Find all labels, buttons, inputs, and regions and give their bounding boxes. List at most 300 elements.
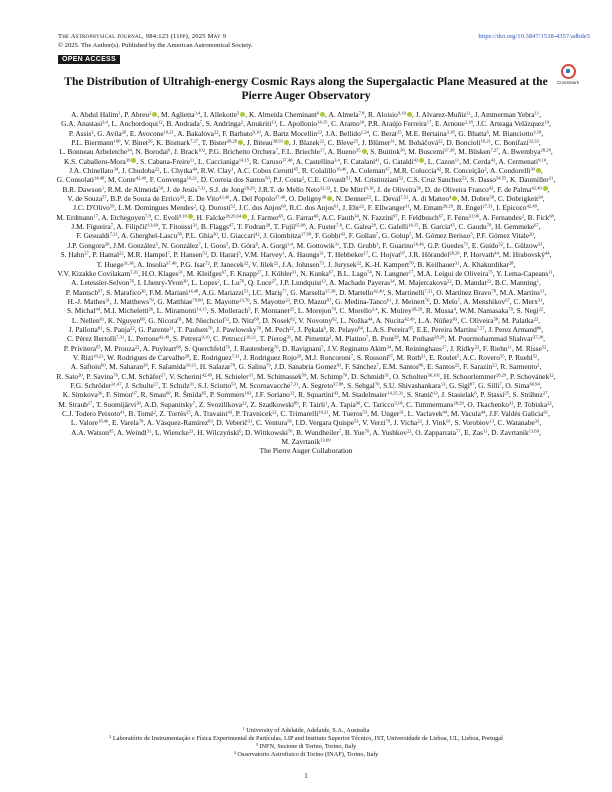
- author-name-text: U. Giaccari: [221, 231, 256, 241]
- affiliation-marker: 22: [213, 129, 219, 135]
- author-name-text: M. Erdmann: [56, 212, 94, 222]
- author-name: [243, 353, 301, 362]
- author-name-text: C. Trimarelli: [280, 409, 319, 418]
- author-name-text: M.A. Leigui de Oliveira: [417, 268, 489, 278]
- author-name: [395, 297, 429, 306]
- affiliation-marker: 2: [91, 129, 94, 135]
- orcid-icon[interactable]: [238, 140, 243, 145]
- author-name-text: M. Conte: [107, 175, 136, 185]
- affiliation-marker: 65,98: [295, 222, 306, 228]
- author-name: [255, 390, 294, 399]
- affiliation-marker: 87: [388, 353, 393, 359]
- author-name: [108, 185, 163, 194]
- author-name-text: A. Abdul Halim: [71, 110, 119, 119]
- affiliation-marker: 22: [154, 166, 160, 172]
- affiliation-marker: 25: [396, 129, 402, 135]
- author-name-text: M. Unger: [370, 409, 400, 418]
- author-name-text: S. Michal: [66, 306, 96, 316]
- author-name-text: E.E. Pereira Martins: [416, 324, 477, 334]
- orcid-icon[interactable]: [419, 158, 424, 163]
- author-name: [345, 362, 379, 371]
- affiliation-marker: 5: [248, 306, 251, 312]
- author-name: [71, 362, 106, 371]
- author-name: [344, 157, 380, 166]
- collaboration-name: The Pierre Auger Collaboration: [259, 446, 353, 456]
- affiliation-marker: 7: [198, 241, 201, 247]
- author-name: [296, 428, 341, 437]
- affiliation-marker: 2: [301, 175, 305, 181]
- author-name: [67, 334, 124, 343]
- affiliation-marker: 4: [453, 306, 456, 312]
- affiliation-marker: 7: [376, 362, 379, 368]
- affiliation-marker: 26: [148, 306, 154, 312]
- affiliation-marker: 41: [375, 157, 380, 163]
- affiliation-marker: 35: [355, 147, 361, 153]
- affiliation-marker: 17: [319, 147, 325, 153]
- author-name-text: A. Saftoiu: [70, 362, 101, 372]
- affiliation-marker: 31,96: [468, 213, 480, 219]
- author-name: [67, 194, 106, 203]
- affiliation-marker: 22: [359, 203, 365, 209]
- author-name-text: A.C. Fauth: [321, 212, 355, 222]
- orcid-icon[interactable]: [407, 112, 412, 117]
- affiliation-marker: 14,15: [238, 157, 250, 163]
- affiliation-marker: 26: [147, 138, 153, 144]
- author-name-text: A. Nucita: [375, 315, 405, 325]
- author-name: [67, 306, 100, 315]
- affiliation-marker: 66: [313, 213, 319, 219]
- author-name-text: B. Yue: [344, 427, 365, 437]
- affiliation-marker: 82: [332, 315, 337, 321]
- author-name-text: E. Santos: [426, 362, 455, 372]
- author-name: [93, 250, 124, 259]
- affiliation-marker: 9,10: [365, 185, 374, 191]
- author-name-text: L. Gülzow: [506, 240, 539, 250]
- author-name: [58, 400, 92, 409]
- author-name: [71, 278, 134, 287]
- affiliation-marker: 11: [466, 110, 471, 116]
- author-name-text: B. Flaggs: [200, 222, 229, 232]
- author-name-text: S. Petrera: [172, 334, 202, 344]
- author-name-text: M.I. Micheletti: [103, 306, 149, 316]
- author-name-text: L. Chytka: [163, 166, 193, 176]
- affiliation-marker: 59: [109, 203, 115, 209]
- author-name-text: A.D. Supanitsky: [144, 399, 193, 409]
- affiliation-number: 1: [242, 725, 245, 731]
- author-name: [156, 138, 198, 147]
- orcid-icon[interactable]: [327, 196, 332, 201]
- affiliation-marker: 37,88: [333, 381, 344, 387]
- author-name: [331, 400, 361, 409]
- affiliation-marker: 31: [319, 250, 324, 256]
- affiliation-marker: 17: [363, 250, 369, 256]
- orcid-icon[interactable]: [152, 112, 157, 117]
- affiliation-marker: 22: [119, 250, 124, 256]
- affiliation-marker: 67: [438, 213, 444, 219]
- author-name-text: J. Rodriguez Rojo: [243, 352, 297, 362]
- affiliation-marker: 22: [446, 278, 452, 284]
- affiliation-marker: 7,31: [231, 353, 240, 359]
- author-name-text: C. Bleve: [327, 138, 354, 148]
- author-name-text: O. Deligny: [288, 194, 322, 204]
- author-name: [201, 175, 270, 184]
- author-name: [528, 213, 554, 222]
- affiliation-marker: 22: [289, 325, 294, 331]
- author-name-text: S. Sehgal: [347, 380, 375, 390]
- author-name-text: M. Gómez Berisso: [415, 231, 471, 241]
- affiliation-marker: 14,48: [188, 287, 199, 293]
- author-name-text: L. Anchordoqui: [111, 119, 159, 129]
- author-name-text: J.A. Bellido: [325, 128, 361, 138]
- author-name-text: B. Tomé: [128, 409, 154, 418]
- orcid-icon[interactable]: [536, 168, 541, 173]
- author-name-text: B.L. Lago: [337, 268, 368, 278]
- author-name-text: J. Köhler: [265, 268, 292, 278]
- affiliation-text: INFN, Sezione di Torino, Torino, Italy: [257, 742, 357, 750]
- author-name-text: L. Nellen: [71, 315, 100, 325]
- author-name-text: J. Vink: [425, 418, 447, 428]
- author-name-text: K. Daumiller: [510, 175, 549, 185]
- affiliation-marker: 22: [272, 409, 277, 415]
- author-name: [113, 241, 158, 250]
- affiliation-marker: 52: [541, 344, 547, 349]
- author-name: [223, 278, 244, 287]
- affiliation-marker: 45: [293, 166, 299, 172]
- author-name: [245, 428, 292, 437]
- author-name: [280, 119, 328, 128]
- author-name-text: A. Travaini: [194, 409, 228, 418]
- affiliation-marker: 44: [494, 250, 499, 256]
- orcid-icon[interactable]: [543, 186, 548, 191]
- author-name-text: C. Dobrigkeit: [497, 194, 539, 204]
- affiliation-marker: 30: [321, 194, 327, 200]
- author-name-text: J.F. Soriano: [255, 390, 290, 400]
- affiliation-marker: 31: [178, 269, 183, 275]
- affiliation-marker: 27: [256, 269, 262, 275]
- author-name: [280, 278, 326, 287]
- affiliation-marker: 11: [189, 157, 195, 163]
- author-name-text: A. Insolia: [137, 259, 167, 269]
- affiliation-marker: 68: [254, 315, 259, 321]
- author-name: [173, 250, 207, 259]
- affiliation-marker: 52: [398, 175, 404, 181]
- author-name: [125, 381, 158, 390]
- author-name: [328, 147, 367, 156]
- affiliation-marker: 79: [266, 362, 271, 368]
- author-name-text: M. Reininghaus: [394, 343, 442, 353]
- author-name: [354, 175, 403, 184]
- author-name-text: N. Fazzini: [362, 212, 394, 222]
- affiliation-marker: 7: [275, 147, 278, 153]
- orcid-icon[interactable]: [320, 112, 325, 117]
- affiliation-marker: 22: [547, 400, 552, 406]
- author-name: [408, 147, 454, 156]
- author-name-text: R. Sato: [56, 371, 79, 381]
- author-name: [409, 250, 460, 259]
- author-name-text: O. Tkachenko: [467, 399, 509, 409]
- affiliation-marker: 70: [256, 325, 262, 331]
- author-name: [372, 129, 401, 138]
- affiliation-marker: 68: [176, 344, 181, 349]
- author-name-text: F. Ellwanger: [367, 203, 406, 213]
- affiliation-marker: 78: [230, 362, 235, 368]
- affiliation-marker: 79: [149, 297, 154, 303]
- affiliation-marker: 11: [548, 269, 553, 275]
- affiliation-marker: 1,24: [360, 129, 369, 135]
- affiliation-marker: 72: [205, 259, 210, 265]
- author-name: [337, 269, 372, 278]
- affiliation-marker: 37,40: [282, 157, 293, 163]
- author-name-text: M.J. Roncoroni: [304, 352, 351, 362]
- author-name: [96, 400, 141, 409]
- affiliation-marker: 13: [440, 381, 446, 387]
- author-name: [298, 306, 336, 315]
- affiliation-marker: 53: [243, 287, 249, 293]
- author-name-text: H. Falcke: [196, 212, 226, 222]
- author-name-text: R. Mussa: [425, 306, 454, 316]
- author-name: [114, 297, 154, 306]
- affiliation-marker: 34: [113, 166, 119, 172]
- author-name-text: Z. Torrès: [159, 409, 187, 418]
- affiliation-marker: 31: [247, 418, 253, 424]
- affiliation-marker: 36,101: [427, 372, 441, 378]
- affiliation-marker: 42: [413, 157, 419, 163]
- affiliation-line: [40, 743, 572, 751]
- affiliation-marker: 37,40: [166, 259, 177, 265]
- affiliation-marker: 22: [538, 306, 544, 312]
- author-name: [298, 316, 336, 325]
- author-name: [497, 185, 548, 194]
- author-name-text: S. Martinelli: [387, 287, 425, 297]
- author-name-text: M. Pimenta: [294, 334, 330, 344]
- author-name: [343, 241, 379, 250]
- author-name: [402, 334, 444, 343]
- author-name: [210, 390, 252, 399]
- author-name: [188, 194, 229, 203]
- affiliation-marker: 52: [532, 353, 538, 359]
- author-name: [463, 157, 495, 166]
- affiliation-marker: 42: [436, 166, 442, 172]
- author-name: [298, 325, 326, 334]
- author-name: [108, 316, 145, 325]
- affiliation-marker: 22: [549, 372, 554, 378]
- author-name-text: A. Bueno: [327, 147, 356, 157]
- author-name-text: J. de Oliveira: [377, 184, 417, 194]
- author-name: [261, 241, 293, 250]
- affiliation-marker: 22: [356, 259, 362, 265]
- author-name: [408, 409, 448, 418]
- author-name-text: D. Veberič: [216, 418, 248, 428]
- author-name-text: F. Salamida: [151, 362, 186, 372]
- author-name-text: D. Mandat: [455, 278, 487, 288]
- orcid-icon[interactable]: [362, 149, 367, 154]
- author-name: [397, 353, 426, 362]
- affiliation-marker: 55: [499, 353, 505, 359]
- doi-link[interactable]: https://doi.org/10.3847/1538-4357/adbde5: [478, 33, 590, 40]
- affiliation-marker: 37,38: [532, 334, 544, 340]
- author-name: [328, 138, 358, 147]
- affiliation-marker: 14,15: [196, 306, 207, 312]
- affiliation-marker: 52: [230, 203, 236, 209]
- affiliation-marker: 10,21: [93, 353, 104, 359]
- author-name: [330, 325, 363, 334]
- author-name-text: S. Negi: [516, 306, 539, 316]
- author-name: [387, 288, 432, 297]
- author-name: [101, 213, 150, 222]
- author-name-text: L.A. Núñez: [418, 315, 453, 325]
- author-name-text: N. González: [161, 240, 199, 250]
- affiliation-marker: 7,31: [116, 334, 125, 340]
- author-name-text: G.A. Anastasi: [61, 119, 103, 129]
- author-name-text: R. Šmída: [174, 390, 202, 400]
- affiliation-marker: 70: [364, 428, 370, 434]
- author-name-text: S. Vorobiov: [454, 418, 490, 428]
- affiliation-line: [40, 735, 572, 743]
- affiliation-marker: 70: [207, 325, 213, 331]
- affiliation-marker: 23: [285, 297, 290, 303]
- author-name-text: I. Epicoco: [496, 203, 527, 213]
- affiliation-marker: 31: [146, 428, 152, 434]
- author-name-text: S. Andringa: [205, 119, 241, 129]
- affiliation-marker: 22: [533, 315, 539, 321]
- author-name: [116, 222, 158, 231]
- affiliation-marker: 28: [265, 222, 271, 228]
- author-name-text: A. Letessier-Selvon: [71, 278, 130, 288]
- author-name-text: J. de Jesús: [166, 184, 198, 194]
- author-name: [302, 381, 344, 390]
- author-name-text: V.V. Kizakke Covilakam: [57, 268, 131, 278]
- author-name: [500, 288, 545, 297]
- affiliation-marker: 3,18: [446, 129, 455, 135]
- author-name-text: E. Zas: [464, 427, 484, 437]
- orcid-icon[interactable]: [452, 196, 457, 201]
- affiliation-marker: 67: [328, 269, 334, 275]
- orcid-icon[interactable]: [284, 140, 289, 145]
- affiliation-marker: 22: [474, 344, 480, 349]
- author-name-text: R.M. de Almeida: [107, 184, 159, 194]
- affiliation-marker: 7: [167, 250, 170, 256]
- author-name-text: M. Cristinziani: [354, 175, 399, 185]
- author-name: [138, 278, 188, 287]
- author-name: [428, 157, 459, 166]
- affiliation-marker: 56: [416, 185, 422, 191]
- author-name-text: T. Fodran: [237, 222, 266, 232]
- affiliation-marker: 11: [507, 344, 512, 349]
- author-name: [328, 260, 362, 269]
- affiliation-marker: 70: [374, 381, 380, 387]
- author-name-text: T. Hebbeker: [327, 250, 364, 260]
- author-name-text: H. Wilczyński: [197, 427, 240, 437]
- author-name: [300, 269, 333, 278]
- author-name: [137, 260, 176, 269]
- author-name-text: M. Pech: [264, 324, 290, 334]
- affiliation-marker: 7: [192, 400, 196, 406]
- author-name-text: C. Oliveira: [460, 315, 494, 325]
- author-name-text: K.S. Caballero-Mora: [64, 156, 126, 166]
- affiliation-marker: 2: [537, 362, 540, 368]
- author-name: [499, 157, 547, 166]
- affiliation-marker: 85: [408, 325, 414, 331]
- orcid-icon[interactable]: [131, 158, 136, 163]
- author-name-text: H. Salazar: [199, 362, 231, 372]
- author-name-text: C.J. Todero Peixoto: [62, 409, 121, 418]
- author-name: [289, 194, 332, 203]
- author-name-text: M.A. Martins: [499, 287, 540, 297]
- author-name: [517, 400, 552, 409]
- author-name-text: F.G. Schröder: [70, 380, 112, 390]
- author-name: [327, 250, 368, 259]
- author-name-text: P. Ruehl: [508, 352, 533, 362]
- author-name-text: O. Martínez Bravo: [436, 287, 492, 297]
- crossmark-button[interactable]: [548, 64, 588, 85]
- affiliation-marker: 2: [329, 334, 332, 340]
- author-name: [162, 222, 197, 231]
- author-name-text: V. Novotny: [298, 315, 333, 325]
- affiliation-marker: 16,46: [336, 166, 347, 172]
- author-name: [162, 381, 194, 390]
- affiliation-marker: 34: [390, 278, 395, 284]
- affiliation-marker: 3,18: [533, 129, 542, 135]
- affiliation-marker: 13,69: [528, 428, 539, 434]
- affiliation-marker: 22: [417, 418, 422, 424]
- affiliation-marker: 13: [433, 390, 438, 396]
- author-name: [382, 231, 412, 240]
- affiliation-marker: 25: [289, 306, 295, 312]
- affiliation-marker: 54,55: [495, 175, 507, 181]
- affiliation-marker: 7,8: [336, 222, 342, 228]
- orcid-icon[interactable]: [188, 214, 193, 219]
- affiliation-marker: 57: [102, 194, 107, 200]
- author-name-text: A. Fuster: [308, 222, 337, 232]
- affiliation-marker: 20: [529, 231, 534, 237]
- author-name-text: C. Berat: [372, 128, 397, 138]
- affiliation-marker: 12: [289, 390, 295, 396]
- author-name-text: M. Cerda: [462, 156, 491, 166]
- author-name: [366, 325, 413, 334]
- author-name-text: I.D. Vergara Quispe: [295, 418, 354, 428]
- author-name-text: J. Stasielak: [441, 390, 475, 400]
- author-name-text: R. Colalillo: [301, 166, 337, 176]
- orcid-icon[interactable]: [242, 214, 247, 219]
- affiliation-marker: 83: [336, 362, 342, 368]
- author-name: [204, 110, 245, 119]
- orcid-icon[interactable]: [240, 112, 245, 117]
- author-name: [72, 316, 104, 325]
- author-name-text: J. Brack: [174, 147, 199, 157]
- affiliation-marker: 5: [470, 231, 473, 237]
- author-name: [407, 390, 438, 399]
- affiliation-marker: 12: [158, 119, 163, 125]
- affiliation-marker: 90: [355, 400, 361, 406]
- author-name: [76, 231, 117, 240]
- author-name: [71, 428, 113, 437]
- author-name: [210, 306, 250, 315]
- author-name-text: F. de Palma: [497, 184, 532, 194]
- author-name: [446, 138, 491, 147]
- author-name-text: S. Buitink: [370, 147, 401, 157]
- author-name-text: V. de Souza: [67, 194, 103, 204]
- author-name-text: K.-H. Kampert: [364, 259, 410, 269]
- author-name: [257, 372, 306, 381]
- author-name-text: L. Wiencke: [154, 427, 189, 437]
- author-list: A. Abdul Halim$^1$, P. Abreu$^2$ , M. Aglietta$^{3,4}$, I. Allekotte$^5$ , K. Almeida Cheminant$^6$ , A. Almela$^{7,8}$, R. Aloisio$^{9,10}$ , J. Alvarez-Muñiz$^{11}$, J. Ammerman Yebra$^{11}$, G.A. Anastasi$^{3,4}$, L. Anchordoqui$^{12}$, B. Andrada$^7$, S. Andringa$^2$, Anukriti$^{13}$, L. Apollonio$^{14,15}$, C. Aramo$^{16}$, P.R. Araújo Ferreira$^{17}$, E. Arnone$^{3,18}$, J.C. Arteaga Velázquez$^{19}$, P. Assis$^2$, G. Avila$^{20}$, E. Avocone$^{10,21}$, A. Bakalova$^{22}$, F. Barbato$^{9,10}$, A. Bartz Mocellin$^{23}$, J.A. Bellido$^{1,24}$, C. Berat$^{25}$, M.E. Bertaina$^{3,18}$, G. Bhatta$^6$, M. Bianciotto$^{3,18}$, P.L. Biermann$^{100}$, V. Binet$^{26}$, K. Bismark$^{7,27}$, T. Bister$^{28,29}$ , J. Biteau$^{30,93}$ , J. Blazek$^{22}$, C. Bleve$^{25}$, J. Blümer$^{31}$, M. Boháčová$^{22}$, D. Boncioli$^{10,21}$, C. Bonifazi$^{32,33}$, L. Bonneau Arbeletche$^{34}$, N. Borodai$^6$, J. Brack$^{102}$, P.G. Brichetto Orchera$^7$, F.L. Briechle$^{17}$, A. Bueno$^{35}$ , S. Buitink$^{36}$, M. Buscemi$^{37,38}$, M. Büsken$^{7,27}$, A. Bwembya$^{28,29}$, K.S. Caballero-Mora$^{39}$ , S. Cabana-Freire$^{11}$, L. Caccianiga$^{14,15}$, R. Caruso$^{37,40}$, A. Castellina$^{3,4}$, F. Catalani$^{41}$, G. Cataldi$^{42}$ , L. Cazon$^{11}$, M. Cerda$^{43}$, A. Cermenati$^{9,10}$, J.A. Chinellato$^{34}$, J. Chudoba$^{22}$, L. Chytka$^{44}$, R.W. Clay$^1$, A.C. Cobos Cerutti$^{45}$, R. Colalillo$^{16,46}$, A. Coleman$^{47}$, M.R. Coluccia$^{42}$, R. Conceição$^2$, A. Condorelli$^{30}$ , G. Consolati$^{14,48}$, M. Conte$^{42,49}$, F. Convenga$^{10,21}$, D. Correia dos Santos$^{50}$, P.J. Costa$^2$, C.E. Covault$^{51}$, M. Cristinziani$^{52}$, C.S. Cruz Sanchez$^{53}$, S. Dasso$^{54,55}$, K. Daumiller$^{31}$, B.R. Dawson$^1$, R.M. de Almeida$^{50}$, J. de Jesús$^{7,31}$, S.J. de Jong$^{28,29}$, J.R.T. de Mello Neto$^{32,33}$, I. De Mitri$^{9,10}$, J. de Oliveira$^{56}$, D. de Oliveira Franco$^{42}$, F. de Palma$^{42,49}$ , V. de Souza$^{57}$, B.P. de Souza de Errico$^{33}$, E. De Vito$^{42,49}$, A. Del Popolo$^{37,40}$, O. Deligny$^{30}$ , N. Denner$^{22}$, L. Deval$^{7,31}$, A. di Matteo$^4$ , M. Dobre$^{58}$, C. Dobrigkeit$^{34}$, J.C. D'Olivo$^{59}$, L.M. Domingues Mendes$^2$, Q. Dorosti$^{52}$, J.C. dos Anjos$^{60}$, R.C. dos Anjos$^{61}$, J. Ebr$^{22}$, F. Ellwanger$^{31}$, M. Emam$^{28,29}$, R. Engel$^{27,31}$, I. Epicoco$^{42,49}$, M. Erdmann$^{17}$, A. Etchegoyen$^{7,8}$, C. Evoli$^{9,10}$ , H. Falcke$^{28,29,64}$ , J. Farmer$^{65}$, G. Farrar$^{66}$, A.C. Fauth$^{34}$, N. Fazzini$^{97}$, F. Feldbusch$^{67}$, F. Fenu$^{31,96}$, A. Fernandes$^2$, B. Fick$^{68}$, J.M. Figueira$^7$, A. Filipčič$^{13,69}$, T. Fitoussi$^{31}$, B. Flaggs$^{47}$, T. Fodran$^{28}$, T. Fujii$^{65,98}$, A. Fuster$^{7,8}$, C. Galea$^{28}$, C. Galelli$^{14,15}$, B. García$^{45}$, C. Gaudu$^{70}$, H. Gemmeke$^{67}$, F. Gesualdi$^{7,31}$, A. Gherghel-Lascu$^{58}$, P.L. Ghia$^{30}$, U. Giaccari$^{42}$, J. Glombitza$^{17,99}$, F. Gobbi$^{43}$, F. Gollan$^7$, G. Golup$^5$, M. Gómez Berisso$^5$, P.F. Gómez Vitale$^{20}$, J.P. Gongora$^{20}$, J.M. González$^5$, N. González$^7$, I. Goos$^5$, D. Góra$^6$, A. Gorgi$^{3,4}$, M. Gottowik$^{31}$, T.D. Grubb$^1$, F. Guarino$^{16,46}$, G.P. Guedes$^{71}$, E. Guido$^{52}$, L. Gülzow$^{31}$, S. Hahn$^{27}$, P. Hamal$^{22}$, M.R. Hampel$^7$, P. Hansen$^{53}$, D. Harari$^5$, V.M. Harvey$^1$, A. Haungs$^{31}$, T. Hebbeker$^{17}$, C. Hojvat$^{97}$, J.R. Hörandel$^{28,29}$, P. Horvath$^{44}$, M. Hrabovský$^{44}$, T. Huege$^{31,36}$, A. Insolia$^{37,40}$, P.G. Isar$^{72}$, P. Janecek$^{22}$, V. Jilek$^{22}$, J.A. Johnsen$^{73}$, J. Jurysek$^{22}$, K.-H. Kampert$^{70}$, B. Keilhauer$^{31}$, A. Khakurdikar$^{28}$, V.V. Kizakke Covilakam$^{7,31}$, H.O. Klages$^{31}$, M. Kleifges$^{67}$, F. Knapp$^{27}$, J. Köhler$^{31}$, N. Kunka$^{67}$, B.L. Lago$^{74}$, N. Langner$^{17}$, M.A. Leigui de Oliveira$^{75}$, Y. Lema-Capeans$^{11}$, A. Letessier-Selvon$^{76}$, I. Lhenry-Yvon$^{30}$, L. Lopes$^2$, L. Lu$^{76}$, Q. Luce$^{27}$, J.P. Lundquist$^{13}$, A. Machado Payeras$^{34}$, M. Majercakova$^{22}$, D. Mandat$^{22}$, B.C. Manning$^1$, P. Mantsch$^{97}$, S. Marafico$^{30}$, F.M. Mariani$^{14,48}$, A.G. Mariazzi$^{53}$, I.C. Mariş$^{77}$, G. Marsella$^{37,38}$, D. Martello$^{42,49}$, S. Martinelli$^{7,31}$, O. Martínez Bravo$^{78}$, M.A. Martins$^{11}$, H.-J. Mathes$^{31}$, J. Matthews$^{79}$, G. Matthiae$^{79,80}$, E. Mayotte$^{23,70}$, S. Mayotte$^{23}$, P.O. Mazur$^{97}$, G. Medina-Tanco$^{61}$, J. Meinert$^{70}$, D. Melo$^7$, A. Menshikov$^{67}$, C. Merx$^{31}$, S. Michal$^{44}$, M.I. Micheletti$^{26}$, L. Miramonti$^{14,15}$, S. Mollerach$^5$, F. Montanet$^{25}$, L. Morejon$^{70}$, C. Morello$^{3,4}$, K. Mulrey$^{28,29}$, R. Mussa$^4$, W.M. Namasaka$^{70}$, S. Negi$^{22}$, L. Nellen$^{61}$, K. Nguyen$^{68}$, G. Nicora$^{81}$, M. Niechciol$^{52}$, D. Nitz$^{68}$, D. Nosek$^{82}$, V. Novotny$^{82}$, L. Nožka$^{44}$, A. Nucita$^{42,49}$, L.A. Núñez$^{83}$, C. Oliveira$^{58}$, M. Palatka$^{22}$, J. Pallotta$^{81}$, S. Panja$^{22}$, G. Parente$^{11}$, T. Paulsen$^{70}$, J. Pawlowsky$^{70}$, M. Pech$^{22}$, J. Pękala$^6$, R. Pelayo$^{84}$, L.A.S. Pereira$^{85}$, E.E. Pereira Martins$^{7,27}$, J. Perez Armand$^{86}$, C. Pérez Bertolli$^{7,31}$, L. Perrone$^{42,49}$, S. Petrera$^{9,10}$, C. Petrucci$^{10,21}$, T. Pierog$^{31}$, M. Pimenta$^2$, M. Platino$^7$, B. Pont$^{28}$, M. Pothast$^{28,29}$, M. Pourmohammad Shahvar$^{37,38}$, P. Privitera$^{65}$, M. Prouza$^{22}$, A. Puyleart$^{68}$, S. Querchfeld$^{70}$, J. Rautenberg$^{70}$, D. Ravignani$^7$, J.V. Reginatto Akim$^{34}$, M. Reininghaus$^{27}$, J. Ridky$^{22}$, F. Riehn$^{11}$, M. Risse$^{52}$, V. Rizi$^{10,21}$, W. Rodrigues de Carvalho$^{28}$, E. Rodriguez$^{7,31}$, J. Rodriguez Rojo$^{20}$, M.J. Roncoroni$^7$, S. Rossoni$^{87}$, M. Roth$^{31}$, E. Roulet$^5$, A.C. Rovero$^{55}$, P. Ruehl$^{52}$, A. Saftoiu$^{60}$, M. Saharan$^{28}$, F. Salamida$^{10,21}$, H. Salazar$^{78}$, G. Salina$^{79}$, J.D. Sanabria Gomez$^{83}$, F. Sánchez$^7$, E.M. Santos$^{86}$, E. Santos$^{22}$, F. Sarazin$^{23}$, R. Sarmento$^2$, R. Sato$^{20}$, P. Savina$^{76}$, C.M. Schäfer$^{27}$, V. Scherini$^{42,49}$, H. Schieler$^{31}$, M. Schimassek$^{59}$, M. Schimp$^{70}$, D. Schmidt$^{31}$, O. Scholten$^{36,101}$, H. Schoorlemmer$^{28,29}$, P. Schovánek$^{22}$, F.G. Schröder$^{31,47}$, J. Schulte$^{17}$, T. Schulz$^{31}$, S.J. Sciutto$^{53}$, M. Scornavacche$^{7,31}$, A. Segreto$^{37,88}$, S. Sehgal$^{70}$, S.U. Shivashankara$^{13}$, G. Sigl$^{87}$, G. Silli$^7$, O. Sima$^{60,94}$, K. Simkova$^{36}$, F. Simon$^{67}$, R. Smau$^{60}$, R. Šmída$^{65}$, P. Sommers$^{103}$, J.F. Soriano$^{12}$, R. Squartini$^{43}$, M. Stadelmaier$^{14,15,31}$, S. Stanič$^{13}$, J. Stasielak$^6$, P. Stassi$^{25}$, S. Strähnz$^{27}$, M. Straub$^{17}$, T. Suomijärvi$^{30}$, A.D. Supanitsky$^7$, Z. Svozilikova$^{22}$, Z. Szadkowski$^{89}$, F. Tairli$^1$, A. Tapia$^{90}$, C. Taricco$^{3,18}$, C. Timmermans$^{28,29}$, O. Tkachenko$^{31}$, P. Tobiska$^{22}$, C.J. Todero Peixoto$^{41}$, B. Tomé$^2$, Z. Torrès$^{25}$, A. Travaini$^{43}$, P. Travnicek$^{22}$, C. Trimarelli$^{10,21}$, M. Tueros$^{53}$, M. Unger$^{31}$, L. Vaclavek$^{44}$, M. Vacula$^{44}$, J.F. Valdés Galicia$^{61}$, L. Valore$^{16,46}$, E. Varela$^{78}$, A. Vásquez-Ramírez$^{83}$, D. Veberič$^{31}$, C. Ventura$^{56}$, I.D. Vergara Quispe$^{53}$, V. Verzi$^{79}$, J. Vicha$^{22}$, J. Vink$^{91}$, S. Vorobiov$^{13}$, C. Watanabe$^{33}$, A.A. Watson$^{95}$, A. Weindl$^{31}$, L. Wiencke$^{23}$, H. Wilczyński$^6$, D. Wittkowski$^{70}$, B. Wundheiler$^7$, B. Yue$^{70}$, A. Yushkov$^{22}$, O. Zapparrata$^{77}$, E. Zas$^{11}$, D. Zavrtanik$^{13,69}$, M. Zavrtanik$^{13,69}$ The Pierre Auger Collaboration: [56, 110, 556, 456]
- affiliation-marker: 67: [505, 297, 510, 303]
- affiliation-marker: 36: [400, 147, 405, 153]
- author-name-text: E. Avocone: [129, 128, 164, 138]
- affiliation-marker: 5: [457, 353, 460, 359]
- author-name-text: C. Merx: [513, 296, 538, 306]
- affiliation-marker: 31,47: [111, 381, 122, 387]
